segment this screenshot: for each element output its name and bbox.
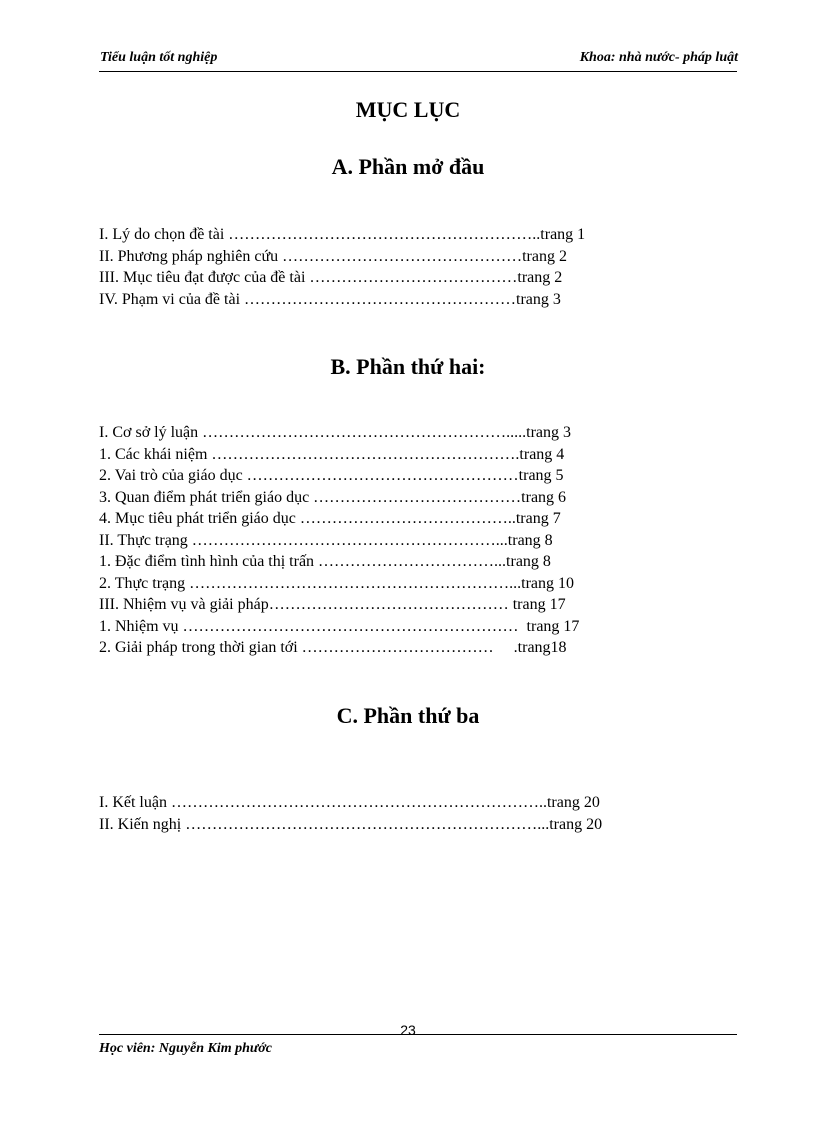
toc-entry: 1. Nhiệm vụ ……………………………………………………… trang 17: [99, 617, 580, 635]
toc-entry: 2. Thực trạng ……………………………………………………...trang 10: [99, 574, 575, 592]
toc-entry: 1. Đặc điểm tình hình của thị trấn ……………………………...trang 8: [99, 553, 551, 570]
section-a-entries: [99, 224, 585, 310]
footer-rule: [99, 1034, 737, 1035]
page-title: MỤC LỤC: [355, 97, 461, 122]
header-right: Khoa: nhà nước- pháp luật: [579, 50, 738, 65]
toc-entry: 2. Vai trò của giáo dục ……………………………………………trang 5: [99, 467, 564, 484]
toc-entry: IV. Phạm vi của đề tài ……………………………………………trang 3: [99, 290, 561, 308]
section-c-heading: C. Phần thứ ba: [336, 703, 480, 728]
toc-entry: III. Mục tiêu đạt được của đề tài …………………………………trang 2: [99, 269, 563, 286]
toc-entry: III. Nhiệm vụ và giải pháp……………………………………… trang 17: [99, 596, 566, 613]
toc-entry: II. Kiến nghị …………………………………………………………...trang 20: [99, 815, 603, 833]
header-rule: [99, 71, 737, 72]
toc-entry: 4. Mục tiêu phát triển giáo dục …………………………………..trang 7: [99, 510, 561, 527]
toc-entry: I. Kết luận ……………………………………………………………..trang 20: [99, 794, 600, 811]
toc-entry: II. Thực trạng …………………………………………………...trang 8: [99, 531, 553, 549]
toc-entry: 2. Giải pháp trong thời gian tới ……………………………… .trang18: [99, 639, 567, 656]
section-c-entries: [99, 792, 602, 835]
footer-student: Học viên: Nguyễn Kim phước: [99, 1041, 272, 1056]
toc-entry: II. Phương pháp nghiên cứu ………………………………………trang 2: [99, 247, 567, 265]
header-left: Tiểu luận tốt nghiệp: [100, 50, 218, 65]
toc-entry: I. Lý do chọn đề tài …………………………………………………..trang 1: [99, 226, 586, 243]
section-b-entries: [99, 422, 579, 659]
toc-entry: I. Cơ sở lý luận ………………………………………………….....trang 3: [99, 424, 572, 441]
page-number: 23: [400, 1022, 416, 1038]
toc-entry: 1. Các khái niệm ………………………………………………….trang 4: [99, 445, 565, 463]
toc-entry: 3. Quan điểm phát triển giáo dục …………………………………trang 6: [99, 488, 567, 506]
section-b-heading: B. Phần thứ hai:: [330, 354, 486, 379]
section-a-heading: A. Phần mở đầu: [331, 154, 485, 179]
